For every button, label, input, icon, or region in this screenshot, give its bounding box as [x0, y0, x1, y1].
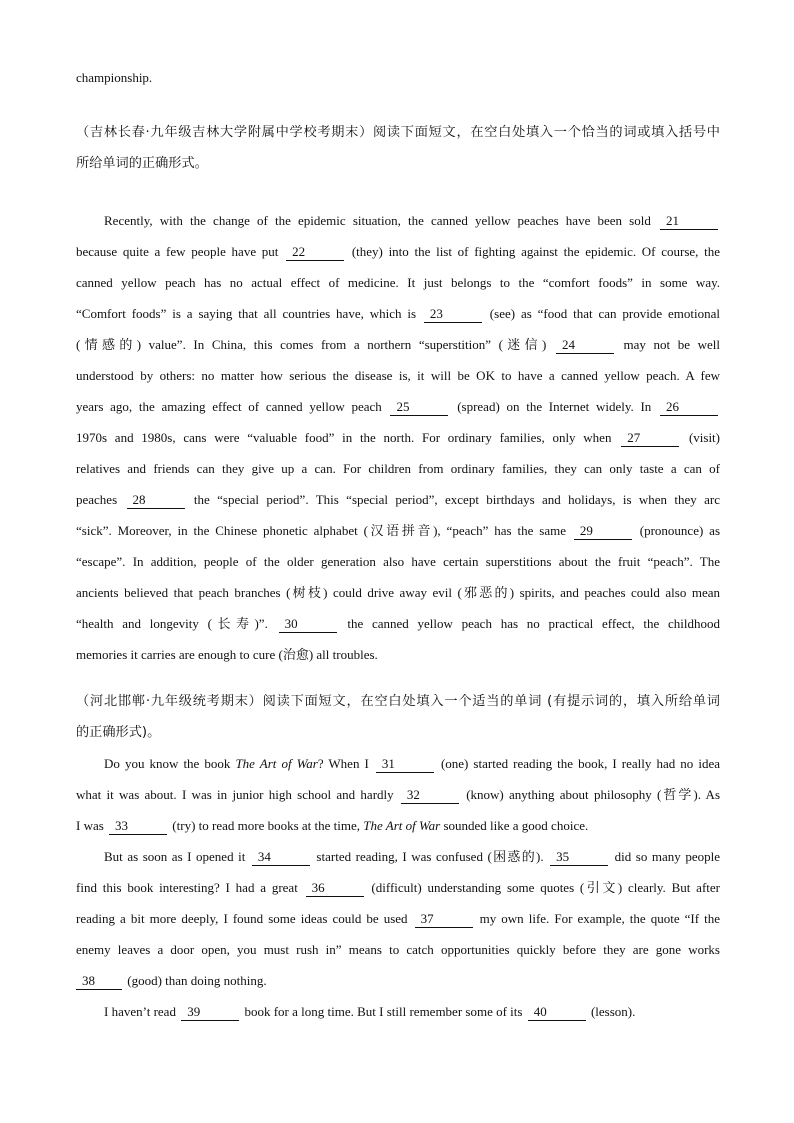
- passage1-line: “health and longevity (长寿)”. 30 the canned yellow peach has no practical effect, the childhood: [76, 616, 720, 631]
- passage2-source-line2: 的正确形式)。: [76, 725, 161, 740]
- passage1-line: ancients believed that peach branches (树枝) could drive away evil (邪恶的) spirits, and peaches could also mean: [76, 585, 720, 600]
- passage1-line: because quite a few people have put 22 (they) into the list of fighting against the epidemic. Of course, the: [76, 244, 720, 259]
- passage1-line: 1970s and 1980s, cans were “valuable food” in the north. For ordinary families, only when 27 (visit): [76, 430, 720, 445]
- passage1-source-line2: 所给单词的正确形式。: [76, 156, 208, 171]
- passage2-p1-line1: Do you know the book The Art of War? When I 31 (one) started reading the book, I really had no idea: [104, 756, 720, 771]
- passage1-body: [76, 205, 720, 670]
- blank-26[interactable]: 26: [660, 398, 718, 416]
- top-fragment: championship.: [76, 70, 153, 85]
- passage2-p2-line2: find this book interesting? I had a great 36 (difficult) understanding some quotes (引文) clearly. But after: [76, 880, 720, 895]
- blank-28[interactable]: 28: [127, 491, 185, 509]
- passage2-p2-line1: But as soon as I opened it 34 started reading, I was confused (困惑的). 35 did so many people: [104, 849, 720, 864]
- document-page: [76, 62, 720, 1027]
- passage1-line: peaches 28 the “special period”. This “special period”, except birthdays and holidays, is when they arc: [76, 492, 721, 507]
- blank-27[interactable]: 27: [621, 429, 679, 447]
- passage1-line: “Comfort foods” is a saying that all countries have, which is 23 (see) as “food that can provide emotional: [76, 306, 721, 321]
- passage1-line: canned yellow peach has no actual effect of medicine. It just belongs to the “comfort foods” in some way.: [76, 275, 720, 290]
- blank-33[interactable]: 33: [109, 817, 167, 835]
- book-title: The Art of War: [235, 756, 318, 771]
- passage1-line: Recently, with the change of the epidemic situation, the canned yellow peaches have been sold 21: [76, 205, 720, 236]
- passage1-line: years ago, the amazing effect of canned yellow peach 25 (spread) on the Internet widely. In 26: [76, 391, 720, 422]
- passage2-p2-line4: enemy leaves a door open, you must rush in” means to catch opportunities quickly before they are gone works: [76, 942, 720, 957]
- blank-35[interactable]: 35: [550, 848, 608, 866]
- blank-21[interactable]: 21: [660, 212, 718, 230]
- blank-29[interactable]: 29: [574, 522, 632, 540]
- passage1-line: “escape”. In addition, people of the older generation also have certain superstitions about the fruit “peach”. The: [76, 554, 720, 569]
- passage2-p2-line3: reading a bit more deeply, I found some ideas could be used 37 my own life. For example, the quote “If the: [76, 911, 720, 926]
- passage2-p3-line1: I haven’t read 39 book for a long time. But I still remember some of its 40 (lesson).: [104, 1004, 636, 1019]
- passage2-p1-line3: I was 33 (try) to read more books at the time, The Art of War sounded like a good choice.: [76, 818, 589, 833]
- passage2-p2-line5: 38 (good) than doing nothing.: [76, 965, 720, 996]
- passage1-line: (情感的) value”. In China, this comes from a northern “superstition” (迷信) 24 may not be well: [76, 337, 720, 352]
- blank-25[interactable]: 25: [390, 398, 448, 416]
- passage2-p1-line2: what it was about. I was in junior high school and hardly 32 (know) anything about philosophy (哲学). As: [76, 787, 721, 802]
- book-title-2: The Art of War: [363, 818, 441, 833]
- passage2-source-line1: （河北邯郸·九年级统考期末）阅读下面短文，在空白处填入一个适当的单词 (有提示词的，填入所给单词: [76, 694, 720, 709]
- blank-39[interactable]: 39: [181, 1003, 239, 1021]
- blank-37[interactable]: 37: [415, 910, 473, 928]
- passage1-line: memories it carries are enough to cure (治愈) all troubles.: [76, 647, 378, 662]
- blank-22[interactable]: 22: [286, 243, 344, 261]
- passage1-line: understood by others: no matter how serious the disease is, it will be OK to have a canned yellow peach. A few: [76, 368, 720, 383]
- blank-38[interactable]: 38: [76, 972, 122, 990]
- blank-40[interactable]: 40: [528, 1003, 586, 1021]
- blank-23[interactable]: 23: [424, 305, 482, 323]
- blank-30[interactable]: 30: [279, 615, 337, 633]
- blank-34[interactable]: 34: [252, 848, 310, 866]
- passage1-line: relatives and friends can they give up a can. For children from ordinary families, they can only taste a can of: [76, 461, 720, 476]
- passage1-line: “sick”. Moreover, in the Chinese phonetic alphabet (汉语拼音), “peach” has the same 29 (pronounce) as: [76, 523, 721, 538]
- blank-32[interactable]: 32: [401, 786, 459, 804]
- passage1-source-line1: （吉林长春·九年级吉林大学附属中学校考期末）阅读下面短文，在空白处填入一个恰当的词或填入括号中: [76, 125, 720, 140]
- blank-24[interactable]: 24: [556, 336, 614, 354]
- blank-31[interactable]: 31: [376, 755, 434, 773]
- blank-36[interactable]: 36: [306, 879, 364, 897]
